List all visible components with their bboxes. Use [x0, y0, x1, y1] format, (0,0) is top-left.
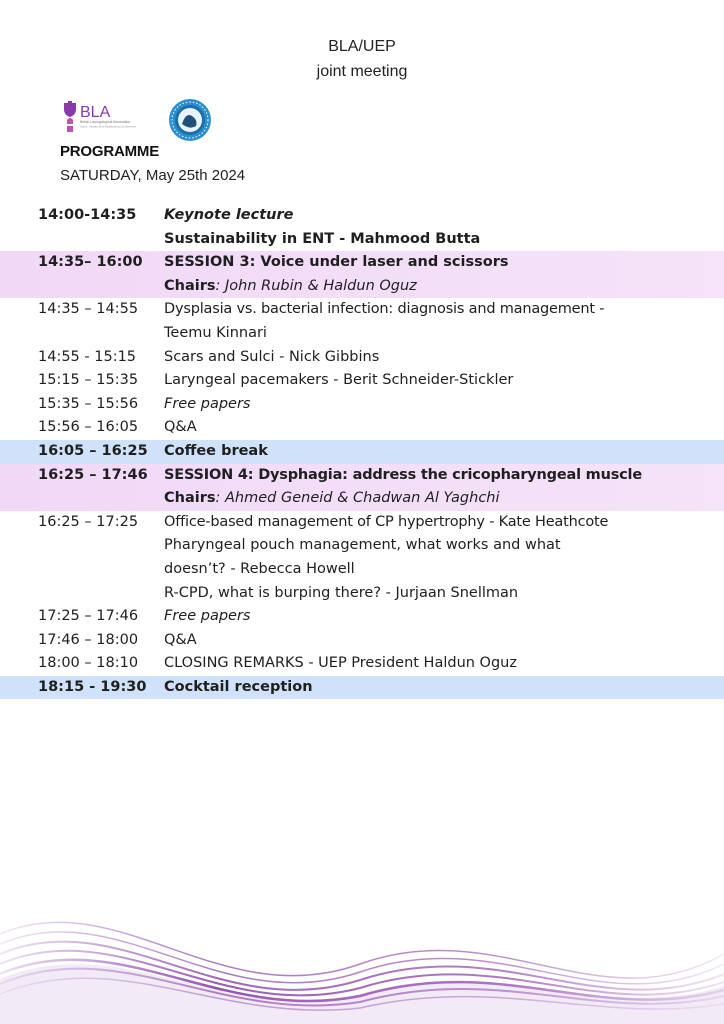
session-title: SESSION 3: Voice under laser and scissors	[164, 254, 509, 271]
row-time: 17:46 – 18:00	[38, 631, 139, 648]
chairs-names: : John Rubin & Haldun Oguz	[215, 277, 417, 294]
chairs-line	[164, 275, 417, 299]
header	[0, 34, 724, 84]
row-text: Free papers	[164, 608, 251, 625]
session-3-band	[0, 251, 724, 275]
row-text: Sustainability in ENT - Mahmood Butta	[164, 230, 481, 247]
row-text: doesn’t? - Rebecca Howell	[164, 560, 355, 577]
schedule-row	[0, 369, 724, 393]
schedule-row	[0, 652, 724, 676]
schedule-row	[0, 534, 724, 558]
coffee-break-band	[0, 440, 724, 464]
programme-title: PROGRAMME	[60, 143, 160, 160]
chairs-label: Chairs	[164, 277, 216, 294]
session-3-chairs	[0, 275, 724, 299]
session-4-band	[0, 464, 724, 488]
bla-logo-text: BLA	[80, 104, 111, 121]
schedule-row	[0, 298, 724, 322]
chairs-names: : Ahmed Geneid & Chadwan Al Yaghchi	[215, 490, 500, 507]
row-text: Laryngeal pacemakers - Berit Schneider-Stickler	[164, 372, 514, 389]
schedule-row	[0, 346, 724, 370]
row-time: 18:15 - 19:30	[38, 678, 147, 695]
schedule-row	[0, 605, 724, 629]
row-text: Office-based management of CP hypertrophy - Kate Heathcote	[164, 513, 609, 530]
row-time: 15:15 – 15:35	[38, 372, 139, 389]
chairs-label: Chairs	[164, 490, 216, 507]
row-time: 16:25 – 17:25	[38, 513, 139, 530]
row-time: 17:25 – 17:46	[38, 608, 139, 625]
schedule-row	[0, 322, 724, 346]
session-4-chairs	[0, 487, 724, 511]
schedule-row	[0, 511, 724, 535]
row-text: Scars and Sulci - Nick Gibbins	[164, 348, 380, 365]
schedule-row	[0, 582, 724, 606]
row-time: 16:25 – 17:46	[38, 466, 148, 483]
row-time: 14:35– 16:00	[38, 254, 143, 271]
header-subtitle: joint meeting	[316, 63, 408, 80]
row-time: 14:00-14:35	[38, 207, 137, 223]
row-text: Teemu Kinnari	[164, 324, 267, 341]
session-title: SESSION 4: Dysphagia: address the cricopharyngeal muscle	[164, 466, 642, 483]
schedule-row	[0, 416, 724, 440]
row-text: Cocktail reception	[164, 678, 313, 695]
row-text: Free papers	[164, 395, 251, 412]
bla-logo-sub2: Voice, Airway and Swallowing Conference	[80, 124, 136, 129]
row-time: 16:05 – 16:25	[38, 442, 148, 459]
cocktail-reception-band	[0, 676, 724, 700]
schedule-row	[0, 629, 724, 653]
schedule-row	[0, 204, 724, 228]
decorative-wave	[0, 884, 724, 1024]
schedule-row	[0, 228, 724, 252]
row-text: R-CPD, what is burping there? - Jurjaan Snellman	[164, 584, 519, 601]
schedule	[0, 204, 724, 699]
row-text: CLOSING REMARKS - UEP President Haldun Oguz	[164, 655, 517, 672]
row-time: 14:35 – 14:55	[38, 301, 139, 318]
bla-logo-sub1: British Laryngological Association	[80, 120, 131, 124]
row-text: Dysplasia vs. bacterial infection: diagnosis and management -	[164, 301, 605, 318]
chairs-line	[164, 487, 500, 511]
programme-date: SATURDAY, May 25th 2024	[60, 167, 246, 184]
row-time: 14:55 - 15:15	[38, 348, 137, 365]
row-text: Pharyngeal pouch management, what works and what	[164, 537, 561, 554]
schedule-row	[0, 558, 724, 582]
row-time: 15:35 – 15:56	[38, 395, 139, 412]
bla-logo	[62, 100, 154, 136]
row-text: Q&A	[164, 419, 197, 436]
row-time: 15:56 – 16:05	[38, 419, 139, 436]
header-title: BLA/UEP	[328, 38, 396, 55]
row-time: 18:00 – 18:10	[38, 655, 139, 672]
row-text: Q&A	[164, 631, 197, 648]
schedule-row	[0, 393, 724, 417]
row-text: Coffee break	[164, 442, 268, 459]
uep-logo	[168, 98, 212, 142]
row-text: Keynote lecture	[164, 207, 294, 223]
